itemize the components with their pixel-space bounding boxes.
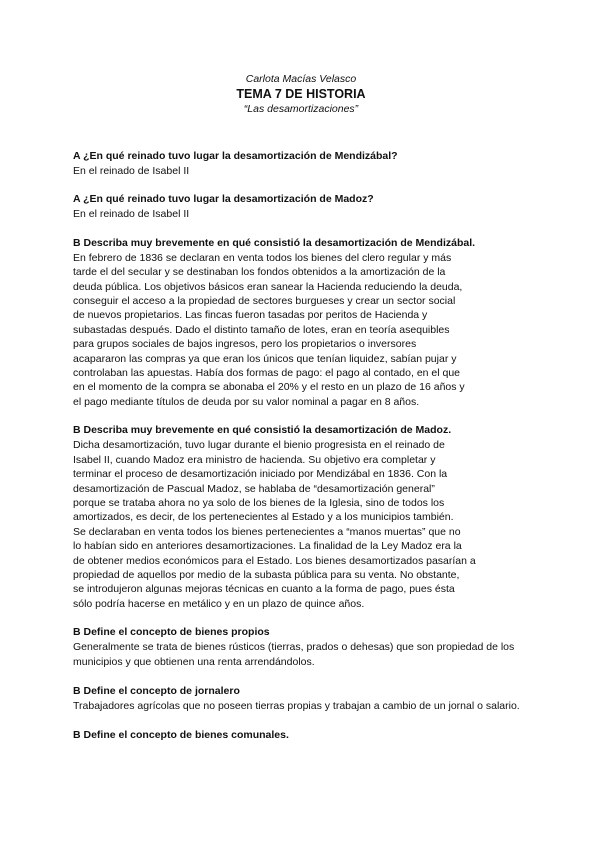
question-heading: A ¿En qué reinado tuvo lugar la desamortización de Madoz? [73, 193, 374, 206]
question-block [73, 236, 529, 409]
answer-line: subastadas después. Dado el distinto tamaño de lotes, eran en teoría asequibles [73, 323, 450, 336]
question-block [73, 149, 529, 178]
answer-line: tarde el del secular y se destinaban los fondos obtenidos a la amortización de la [73, 266, 446, 279]
answer-line: sólo podría hacerse en metálico y en un plazo de quince años. [73, 597, 365, 610]
document-subtitle: “Las desamortizaciones” [243, 103, 359, 115]
question-heading: B Describa muy brevemente en qué consistió la desamortización de Madoz. [73, 424, 452, 437]
answer-line: En el reinado de Isabel II [73, 165, 190, 177]
answer-line: terminar el proceso de desamortización iniciado por Mendizábal en 1836. Con la [73, 468, 448, 481]
answer-line: Isabel II, cuando Madoz era ministro de hacienda. Su objetivo era completar y [73, 453, 436, 466]
answer-line: se introdujeron algunas mejoras técnicas en cuanto a la forma de pago, pues ésta [73, 583, 455, 596]
answer-line: en el momento de la compra se abonaba el 20% y el resto en un plazo de 16 años y [73, 381, 465, 394]
document-header [73, 72, 529, 116]
document-page [73, 72, 529, 757]
question-heading: B Describa muy brevemente en qué consistió la desamortización de Mendizábal. [73, 236, 476, 249]
answer-line: acapararon las compras ya que eran los únicos que tenían liquidez, sabían pujar y [73, 352, 457, 365]
answer-line: el pago mediante títulos de deuda por su valor nominal a pagar en 8 años. [73, 395, 420, 408]
answer-line: de obtener medios económicos para el Estado. Los bienes desamortizados pasarían a [73, 554, 476, 567]
question-heading: B Define el concepto de bienes comunales. [73, 729, 289, 742]
answer-line: amortizados, es decir, de los pertenecientes al Estado y a los municipios también. [73, 511, 454, 524]
question-block [73, 684, 529, 714]
question-block [73, 192, 529, 221]
answer-line: En el reinado de Isabel II [73, 208, 190, 221]
question-heading: A ¿En qué reinado tuvo lugar la desamortización de Mendizábal? [73, 150, 398, 162]
answer-line: para grupos sociales de bajos ingresos, pero los propietarios o inversores [73, 338, 417, 351]
answer-line: conseguir el acceso a la propiedad de sectores burgueses y crear un sector social [73, 295, 456, 308]
answer-line: de nuevos propietarios. Las fincas fueron tasadas por peritos de Hacienda y [73, 309, 428, 322]
answer-line: deuda pública. Los objetivos básicos eran sanear la Hacienda reduciendo la deuda, [73, 280, 463, 293]
answer-line: desamortización de Pascual Madoz, se hablaba de “desamortización general” [73, 482, 435, 495]
question-heading: B Define el concepto de bienes propios [73, 626, 270, 639]
author-name: Carlota Macías Velasco [245, 73, 357, 85]
question-block [73, 423, 529, 611]
answer-line: Se declaraban en venta todos los bienes pertenecientes a “manos muertas” que no [73, 525, 461, 538]
question-block [73, 728, 529, 743]
answer-line: porque se trataba ahora no ya solo de los bienes de la Iglesia, sino de todos los [73, 496, 445, 509]
answer-line: Dicha desamortización, tuvo lugar durante el bienio progresista en el reinado de [73, 439, 445, 452]
answer-line: propiedad de aquellos por medio de la subasta pública para su venta. No obstante, [73, 568, 460, 581]
answer-paragraph: Trabajadores agrícolas que no poseen tierras propias y trabajan a cambio de un jornal o salario. [73, 700, 520, 713]
answer-line: controlaban las apuestas. Había dos formas de pago: el pago al contado, en el que [73, 367, 461, 380]
document-title: TEMA 7 DE HISTORIA [236, 87, 366, 101]
answer-line: En febrero de 1836 se declaran en venta todos los bienes del clero regular y más [73, 251, 452, 264]
answer-line: lo habían sido en anteriores desamortizaciones. La finalidad de la Ley Madoz era la [73, 540, 462, 553]
question-block [73, 625, 529, 670]
answer-paragraph: Generalmente se trata de bienes rústicos (tierras, prados o dehesas) que son propiedad de los municipios y que obtienen una renta arrendándolos. [73, 641, 515, 669]
question-heading: B Define el concepto de jornalero [73, 685, 240, 698]
